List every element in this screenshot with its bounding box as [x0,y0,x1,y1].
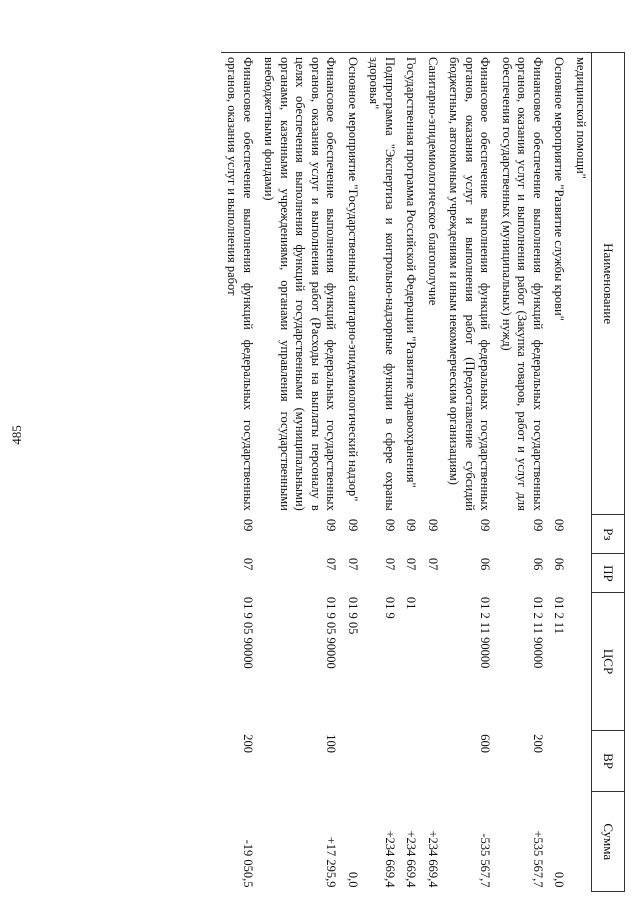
row-name: Финансовое обеспечение выполнения функций федеральных государственных органов, оказания услуг и выполнения работ (Предоставление субсидий бюджетным, автономным учреждениям и иным некоммерческим организациям) [443,53,496,515]
header-rz: Рз [592,515,625,554]
row-pr: 07 [241,557,255,571]
row-sum: +234 669,4 [404,830,419,888]
row-pr: 07 [383,557,397,571]
row-csr [422,593,444,730]
row-pr: 06 [552,557,567,571]
row-sum: -19 050,5 [241,839,255,888]
row-sum: +234 669,4 [383,830,397,888]
table-row [363,53,400,892]
row-sum: +535 567,7 [531,830,545,888]
row-vr: 200 [531,734,545,753]
table-row [570,53,592,892]
row-rz: 09 [404,518,419,532]
row-name: Подпрограмма "Экспертиза и контрольно-надзорные функции в сфере охраны здоровья" [363,53,400,515]
row-name: медицинской помощи" [570,53,592,515]
row-rz: 09 [426,518,440,532]
budget-table [221,52,625,892]
row-csr: 01 2 11 90000 [478,596,493,669]
row-name: Санитарно-эпидемиологическое благополучие [422,53,444,515]
row-name: Финансовое обеспечение выполнения функций федеральных государственных органов, оказания услуг и выполнения работ (Закупка товаров, работ и услуг для обеспечения государственных (муниципальных) нужд) [496,53,549,515]
row-name: Основное мероприятие "Развитие службы крови" [548,53,570,515]
page-number [0,410,34,460]
row-vr [422,730,444,792]
page-number-text: 485 [9,425,24,445]
row-rz: 09 [478,518,493,532]
row-rz: 09 [531,518,545,532]
budget-table-canvas [90,52,625,892]
table-row [496,53,549,892]
row-rz: 09 [241,518,255,532]
header-csr: ЦСР [592,593,625,730]
row-sum: +17 295,9 [324,836,339,888]
row-rz [570,515,592,554]
row-csr [570,593,592,730]
row-csr: 01 2 11 90000 [531,596,545,669]
row-pr [570,554,592,593]
row-pr: 07 [346,557,360,571]
header-pr: ПР [592,554,625,593]
row-sum: 0,0 [552,871,567,888]
row-pr: 06 [478,557,493,571]
row-csr: 01 9 05 90000 [324,596,339,669]
row-name: Государственная программа Российской Федерации "Развитие здравоохранения" [400,53,422,515]
table-row [258,53,342,892]
table-row [443,53,496,892]
row-pr: 07 [404,557,419,571]
row-csr: 01 2 11 [552,596,567,634]
table-row [221,53,258,892]
row-sum: -535 567,7 [478,833,493,888]
row-rz: 09 [552,518,567,532]
row-rz: 09 [324,518,339,532]
table-row [342,53,364,892]
header-name: Наименование [592,53,625,515]
row-sum: 0,0 [346,871,360,888]
row-vr [548,730,570,792]
row-name: Основное мероприятие "Государственный санитарно-эпидемиологический надзор" [342,53,364,515]
row-vr: 200 [241,734,255,753]
row-name: Финансовое обеспечение выполнения функций федеральных государственных органов, оказания услуг и выполнения работ (Расходы на выплаты персоналу в целях обеспечения выполнения функций государственными (муниципальными) органами, казенными учреждениями, органами управления государственными внебюджетными фондами) [258,53,342,515]
row-rz: 09 [346,518,360,532]
row-vr [363,730,400,792]
row-sum [570,792,592,892]
row-vr: 100 [324,734,339,753]
table-header-row [592,53,625,892]
header-sum: Сумма [592,792,625,892]
table-row [548,53,570,892]
row-csr: 01 9 05 [346,596,360,635]
row-vr [570,730,592,792]
row-pr: 06 [531,557,545,571]
row-csr: 01 [404,596,419,610]
table-row [400,53,422,892]
row-sum: +234 669,4 [426,830,440,888]
row-csr: 01 9 [383,596,397,619]
row-csr: 01 9 05 90000 [241,596,255,669]
row-name: Финансовое обеспечение выполнения функций федеральных государственных органов, оказания услуг и выполнения работ [221,53,258,515]
row-pr: 07 [426,557,440,571]
row-rz: 09 [383,518,397,532]
row-vr [400,730,422,792]
header-vr: ВР [592,730,625,792]
row-vr [342,730,364,792]
table-row [422,53,444,892]
row-vr: 600 [478,734,493,753]
row-pr: 07 [324,557,339,571]
